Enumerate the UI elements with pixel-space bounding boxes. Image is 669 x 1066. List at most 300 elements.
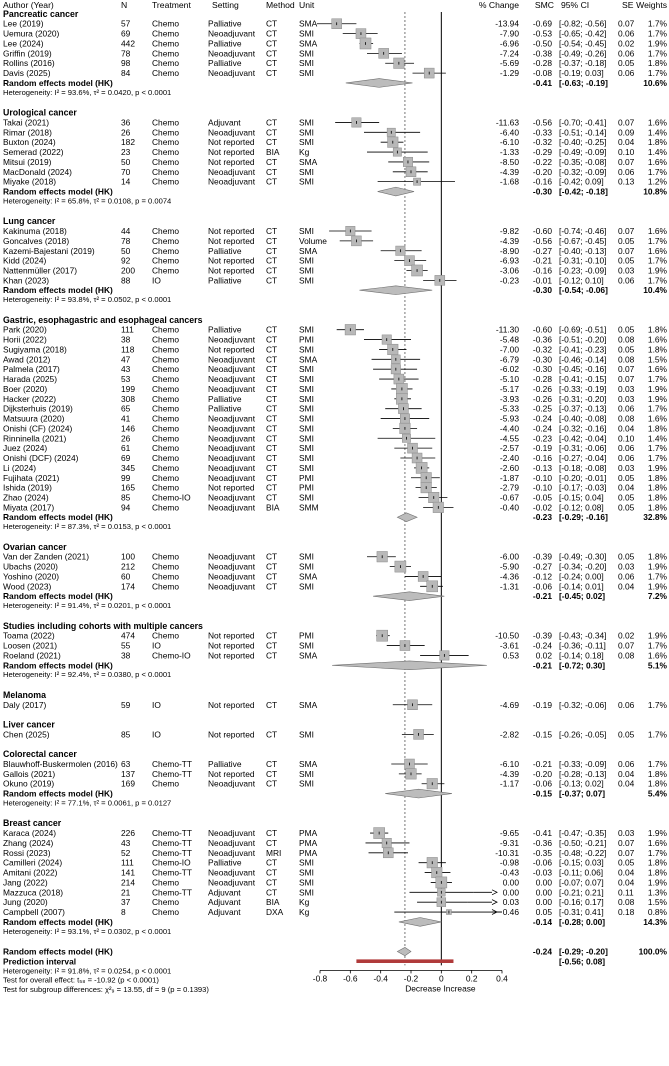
- study-ci: [-0.47; -0.35]: [559, 828, 607, 839]
- study-weight: 1.9%: [647, 828, 667, 839]
- study-name: Matsuura (2020): [3, 413, 65, 424]
- study-smc: -0.10: [532, 472, 552, 483]
- subgroup-summary-ci: [-0.72; 0.30]: [559, 660, 606, 671]
- study-row: [3, 769, 668, 780]
- study-n: 84: [121, 68, 131, 79]
- study-setting: Palliative: [208, 324, 242, 335]
- study-n: 37: [121, 897, 131, 908]
- study-method: CT: [266, 433, 278, 444]
- study-ci: [-0.12; 0.08]: [559, 502, 604, 513]
- header-weights: Weights: [636, 0, 667, 10]
- subgroup-summary: [3, 789, 668, 799]
- study-name: Buxton (2024): [3, 137, 56, 148]
- study-name: Campbell (2007): [3, 907, 65, 918]
- study-n: 308: [121, 393, 135, 404]
- prediction-interval-label: Prediction interval: [3, 956, 77, 967]
- study-unit: SMI: [299, 176, 314, 187]
- study-unit: Kg: [299, 897, 310, 908]
- study-setting: Palliative: [208, 18, 242, 29]
- study-ci: [-0.40; -0.13]: [559, 245, 607, 256]
- study-n: 226: [121, 828, 135, 839]
- study-se: 0.06: [618, 166, 635, 177]
- study-name: Kakinuma (2018): [3, 226, 67, 237]
- study-setting: Palliative: [208, 857, 242, 868]
- study-weight: 1.8%: [647, 472, 667, 483]
- study-se: 0.07: [618, 364, 635, 375]
- study-row: [3, 137, 668, 148]
- study-unit: PMI: [299, 630, 314, 641]
- study-n: 52: [121, 847, 131, 858]
- study-setting: Not reported: [208, 768, 255, 779]
- study-method: CT: [266, 156, 278, 167]
- study-weight: 1.5%: [647, 897, 667, 908]
- study-ci: [-0.23; -0.09]: [559, 265, 607, 276]
- study-treatment: Chemo: [152, 58, 179, 69]
- subgroup-summary-label: Random effects model (HK): [3, 788, 113, 799]
- study-percent-change: -11.63: [495, 117, 519, 128]
- study-row: [3, 857, 668, 868]
- study-row: [3, 838, 668, 848]
- study-row: [3, 157, 668, 167]
- study-smc: -0.69: [532, 18, 552, 29]
- study-row: [3, 324, 668, 335]
- study-ci: [-0.07; 0.07]: [559, 877, 604, 888]
- subgroup-summary-label: Random effects model (HK): [3, 77, 113, 88]
- study-se: 0.04: [618, 867, 635, 878]
- study-smc: -0.03: [532, 867, 552, 878]
- study-unit: PMA: [299, 828, 318, 839]
- study-percent-change: -3.06: [499, 265, 519, 276]
- study-name: Miyata (2017): [3, 502, 55, 513]
- study-se: 0.07: [618, 847, 635, 858]
- study-setting: Not reported: [208, 630, 255, 641]
- study-unit: SMI: [299, 561, 314, 572]
- study-name: Palmela (2017): [3, 364, 60, 375]
- study-row: [3, 443, 668, 453]
- study-name: Mazzuca (2018): [3, 887, 64, 898]
- study-weight: 1.6%: [647, 650, 667, 661]
- study-se: 0.05: [618, 235, 635, 246]
- study-weight: 1.6%: [647, 245, 667, 256]
- study-smc: -0.50: [532, 38, 552, 49]
- study-name: Gallois (2021): [3, 768, 56, 779]
- study-se: 0.07: [618, 117, 635, 128]
- subgroup-summary-weight: 32.8%: [643, 512, 667, 523]
- subgroup-summary-diamond: [373, 592, 444, 601]
- study-row: [3, 147, 668, 157]
- study-se: 0.08: [618, 354, 635, 365]
- study-n: 165: [121, 482, 135, 493]
- study-weight: 1.7%: [647, 847, 667, 858]
- study-percent-change: -8.50: [499, 156, 519, 167]
- study-unit: PMI: [299, 334, 314, 345]
- study-setting: Neoadjuvant: [208, 354, 256, 365]
- study-smc: -0.12: [532, 571, 552, 582]
- study-method: CT: [266, 245, 278, 256]
- study-se: 0.06: [618, 28, 635, 39]
- study-name: Fujihata (2021): [3, 472, 60, 483]
- study-smc: -0.39: [532, 630, 552, 641]
- study-name: Ubachs (2020): [3, 561, 58, 572]
- study-unit: SMI: [299, 275, 314, 286]
- study-method: CT: [266, 768, 278, 779]
- study-n: 44: [121, 226, 131, 237]
- study-ci: [-0.45; -0.16]: [559, 364, 607, 375]
- study-percent-change: -5.90: [499, 561, 519, 572]
- study-name: Khan (2023): [3, 275, 50, 286]
- study-treatment: Chemo-TT: [152, 768, 193, 779]
- x-axis-right-label: Increase: [443, 983, 476, 994]
- study-treatment: Chemo-IO: [152, 650, 191, 661]
- study-unit: SMI: [299, 166, 314, 177]
- study-method: CT: [266, 453, 278, 464]
- study-setting: Neoadjuvant: [208, 877, 256, 888]
- study-ci: [-0.35; -0.08]: [559, 156, 607, 167]
- study-unit: SMI: [299, 383, 314, 394]
- study-percent-change: -1.29: [499, 68, 519, 79]
- study-name: Yoshino (2020): [3, 571, 60, 582]
- study-treatment: Chemo: [152, 561, 179, 572]
- study-unit: SMI: [299, 453, 314, 464]
- study-weight: 1.7%: [647, 403, 667, 414]
- study-unit: PMA: [299, 837, 318, 848]
- study-n: 200: [121, 265, 135, 276]
- subgroup-summary-diamond: [385, 789, 452, 798]
- study-ci: [-0.31; -0.20]: [559, 393, 607, 404]
- study-smc: -0.06: [532, 778, 552, 789]
- study-unit: SMI: [299, 265, 314, 276]
- study-treatment: Chemo: [152, 226, 179, 237]
- study-smc: -0.21: [532, 758, 552, 769]
- study-ci: [-0.24; 0.00]: [559, 571, 604, 582]
- study-ci: [-0.17; -0.03]: [559, 482, 607, 493]
- study-percent-change: -0.23: [499, 275, 519, 286]
- study-se: 0.06: [618, 571, 635, 582]
- study-percent-change: -5.69: [499, 58, 519, 69]
- study-smc: 0.00: [535, 877, 552, 888]
- study-treatment: Chemo: [152, 117, 179, 128]
- overall-summary-diamond: [397, 947, 411, 955]
- study-row: [3, 226, 668, 236]
- group-title: Ovarian cancer: [3, 541, 67, 552]
- study-name: Zhao (2024): [3, 492, 49, 503]
- study-weight: 0.8%: [647, 907, 667, 918]
- study-row: [3, 907, 668, 917]
- study-setting: Neoadjuvant: [208, 828, 256, 839]
- study-ci: [-0.18; -0.08]: [559, 462, 607, 473]
- study-n: 69: [121, 28, 131, 39]
- group-title: Breast cancer: [3, 818, 62, 829]
- study-treatment: Chemo: [152, 68, 179, 79]
- study-ci: [-0.11; 0.06]: [559, 867, 604, 878]
- study-ci: [-0.15; 0.04]: [559, 492, 604, 503]
- study-setting: Neoadjuvant: [208, 443, 256, 454]
- study-name: Toama (2022): [3, 630, 55, 641]
- study-n: 14: [121, 176, 131, 187]
- study-weight: 1.6%: [647, 413, 667, 424]
- study-setting: Neoadjuvant: [208, 176, 256, 187]
- group-title: Lung cancer: [3, 216, 56, 227]
- study-method: CT: [266, 58, 278, 69]
- study-setting: Not reported: [208, 699, 255, 710]
- study-percent-change: 0.00: [502, 887, 519, 898]
- study-method: CT: [266, 650, 278, 661]
- study-weight: 1.7%: [647, 68, 667, 79]
- study-method: CT: [266, 383, 278, 394]
- study-percent-change: -5.93: [499, 413, 519, 424]
- study-se: 0.08: [618, 650, 635, 661]
- study-se: 0.05: [618, 551, 635, 562]
- study-smc: -0.27: [532, 245, 552, 256]
- study-se: 0.04: [618, 768, 635, 779]
- study-se: 0.08: [618, 413, 635, 424]
- study-treatment: Chemo: [152, 571, 179, 582]
- study-percent-change: -6.93: [499, 255, 519, 266]
- study-row: [3, 473, 668, 484]
- study-treatment: Chemo: [152, 324, 179, 335]
- study-unit: SMA: [299, 699, 318, 710]
- study-row: [3, 246, 668, 256]
- study-name: Dijksterhuis (2019): [3, 403, 73, 414]
- study-treatment: Chemo: [152, 453, 179, 464]
- study-se: 0.03: [618, 561, 635, 572]
- study-row: [3, 414, 668, 424]
- study-unit: SMI: [299, 413, 314, 424]
- study-ci: [-0.27; -0.04]: [559, 453, 607, 464]
- study-setting: Palliative: [208, 245, 242, 256]
- subgroup-summary-smc: -0.41: [532, 77, 552, 88]
- study-method: CT: [266, 226, 278, 237]
- study-ci-arrow: [492, 890, 497, 895]
- subgroup-summary: [3, 187, 668, 197]
- study-smc: -0.60: [532, 324, 552, 335]
- study-row: [3, 393, 668, 404]
- study-name: Wood (2023): [3, 581, 52, 592]
- study-row: [3, 778, 668, 789]
- footer-line-2: Test for overall effect: t₅₈ = -10.92 (p < 0.0001): [3, 975, 159, 985]
- study-name: Li (2024): [3, 462, 37, 473]
- study-setting: Palliative: [208, 758, 242, 769]
- study-ci: [-0.54; -0.45]: [559, 38, 607, 49]
- study-percent-change: -8.90: [499, 245, 519, 256]
- study-percent-change: -1.68: [499, 176, 519, 187]
- study-setting: Neoadjuvant: [208, 778, 256, 789]
- study-setting: Neoadjuvant: [208, 374, 256, 385]
- subgroup-summary-weight: 10.4%: [643, 285, 667, 296]
- study-treatment: Chemo: [152, 403, 179, 414]
- study-ci: [-0.42; 0.09]: [559, 176, 604, 187]
- study-n: 98: [121, 58, 131, 69]
- study-smc: -0.39: [532, 551, 552, 562]
- study-smc: -0.36: [532, 334, 552, 345]
- study-smc: 0.02: [535, 650, 552, 661]
- study-unit: Kg: [299, 147, 310, 158]
- subgroup-heterogeneity: Heterogeneity: I² = 93.6%, τ² = 0.0420, p < 0.0001: [3, 87, 172, 97]
- study-unit: SMI: [299, 255, 314, 266]
- study-ci: [-0.26; -0.05]: [559, 729, 607, 740]
- study-treatment: Chemo-IO: [152, 857, 191, 868]
- study-se: 0.04: [618, 482, 635, 493]
- study-percent-change: -5.10: [499, 374, 519, 385]
- study-smc: -0.22: [532, 156, 552, 167]
- study-ci: [-0.49; -0.30]: [559, 551, 607, 562]
- study-treatment: Chemo: [152, 462, 179, 473]
- study-weight: 1.7%: [647, 235, 667, 246]
- study-row: [3, 877, 668, 888]
- study-method: CT: [266, 38, 278, 49]
- study-treatment: Chemo: [152, 630, 179, 641]
- study-weight: 1.4%: [647, 147, 667, 158]
- study-ci: [-0.31; -0.10]: [559, 255, 607, 266]
- study-smc: -0.20: [532, 768, 552, 779]
- prediction-interval: [3, 956, 605, 966]
- study-name: MacDonald (2024): [3, 166, 72, 177]
- study-weight: 1.7%: [647, 453, 667, 464]
- study-method: CT: [266, 255, 278, 266]
- subgroup-summary-ci: [-0.42; -0.18]: [559, 186, 608, 197]
- study-percent-change: -4.69: [499, 699, 519, 710]
- study-percent-change: -0.43: [499, 867, 519, 878]
- header-author-year: Author (Year): [3, 0, 54, 10]
- study-weight: 1.8%: [647, 778, 667, 789]
- study-se: 0.04: [618, 778, 635, 789]
- study-row: [3, 265, 668, 276]
- study-weight: 1.8%: [647, 492, 667, 503]
- column-headers: [3, 0, 667, 10]
- study-setting: Neoadjuvant: [208, 867, 256, 878]
- study-treatment: Chemo: [152, 551, 179, 562]
- study-n: 92: [121, 255, 131, 266]
- study-smc: -0.28: [532, 58, 552, 69]
- study-n: 212: [121, 561, 135, 572]
- x-axis: [313, 970, 508, 993]
- study-treatment: Chemo: [152, 413, 179, 424]
- study-treatment: Chemo: [152, 383, 179, 394]
- study-row: [3, 177, 668, 187]
- study-row: [3, 423, 668, 434]
- study-setting: Not reported: [208, 482, 255, 493]
- study-setting: Neoadjuvant: [208, 561, 256, 572]
- study-weight: 1.2%: [647, 176, 667, 187]
- study-treatment: Chemo: [152, 48, 179, 59]
- study-percent-change: 0.00: [502, 877, 519, 888]
- study-treatment: Chemo: [152, 897, 179, 908]
- study-setting: Palliative: [208, 403, 242, 414]
- study-name: Harada (2025): [3, 374, 58, 385]
- study-row: [3, 887, 668, 897]
- study-ci: [-0.36; -0.11]: [559, 640, 606, 651]
- study-setting: Neoadjuvant: [208, 383, 256, 394]
- study-smc: -0.30: [532, 354, 552, 365]
- study-weight: 1.6%: [647, 364, 667, 375]
- study-method: CT: [266, 837, 278, 848]
- study-unit: SMI: [299, 364, 314, 375]
- study-percent-change: -2.60: [499, 462, 519, 473]
- study-row: [3, 700, 668, 710]
- study-ci: [-0.32; -0.06]: [559, 699, 607, 710]
- study-unit: SMI: [299, 68, 314, 79]
- study-name: Horii (2022): [3, 334, 47, 345]
- study-row: [3, 571, 668, 581]
- study-treatment: Chemo: [152, 38, 179, 49]
- study-n: 43: [121, 837, 131, 848]
- study-weight: 1.9%: [647, 561, 667, 572]
- study-name: Griffin (2019): [3, 48, 52, 59]
- study-n: 118: [121, 344, 135, 355]
- study-setting: Adjuvant: [208, 907, 241, 918]
- subgroup-summary-weight: 7.2%: [647, 591, 667, 602]
- subgroup-heterogeneity: Heterogeneity: I² = 92.4%, τ² = 0.0380, p < 0.0001: [3, 670, 172, 680]
- study-n: 26: [121, 127, 131, 138]
- study-weight: 1.9%: [647, 462, 667, 473]
- study-percent-change: -10.31: [495, 847, 519, 858]
- x-axis-tick-label: 0: [438, 973, 444, 984]
- study-setting: Not reported: [208, 156, 255, 167]
- study-setting: Not reported: [208, 640, 255, 651]
- study-weight: 1.7%: [647, 48, 667, 59]
- study-method: CT: [266, 630, 278, 641]
- study-ci: [-0.69; -0.51]: [559, 324, 607, 335]
- study-se: 0.05: [618, 492, 635, 503]
- study-method: CT: [266, 778, 278, 789]
- study-name: Daly (2017): [3, 699, 47, 710]
- study-smc: -0.16: [532, 265, 552, 276]
- study-se: 0.10: [618, 433, 635, 444]
- subgroup-summary-ci: [-0.63; -0.19]: [559, 77, 608, 88]
- study-name: Goncalves (2018): [3, 235, 70, 246]
- study-ci: [-0.41; -0.15]: [559, 374, 607, 385]
- study-n: 442: [121, 38, 135, 49]
- study-name: Onishi (DCF) (2024): [3, 453, 79, 464]
- subgroup-summary-ci: [-0.45; 0.02]: [559, 591, 606, 602]
- study-setting: Neoadjuvant: [208, 413, 256, 424]
- study-percent-change: -4.39: [499, 768, 519, 779]
- study-percent-change: 0.03: [502, 897, 519, 908]
- study-percent-change: -4.40: [499, 423, 519, 434]
- study-treatment: Chemo: [152, 423, 179, 434]
- subgroup-summary: [3, 917, 668, 927]
- study-name: Kazemi-Bajestani (2019): [3, 245, 95, 256]
- study-percent-change: -2.40: [499, 453, 519, 464]
- study-treatment: Chemo: [152, 374, 179, 385]
- x-axis-tick-label: -0.2: [403, 973, 419, 984]
- study-smc: -0.35: [532, 847, 552, 858]
- study-ci: [-0.51; -0.20]: [559, 334, 607, 345]
- study-percent-change: -7.90: [499, 28, 519, 39]
- study-n: 61: [121, 443, 131, 454]
- study-weight: 1.8%: [647, 324, 667, 335]
- study-n: 111: [121, 857, 134, 868]
- study-method: CT: [266, 561, 278, 572]
- study-smc: 0.00: [535, 887, 552, 898]
- study-row: [3, 502, 668, 513]
- study-method: CT: [266, 48, 278, 59]
- study-method: CT: [266, 166, 278, 177]
- subgroup-summary-weight: 5.4%: [647, 788, 667, 799]
- study-smc: -0.32: [532, 344, 552, 355]
- study-weight: 1.7%: [647, 374, 667, 385]
- subgroup-summary-smc: -0.15: [532, 788, 552, 799]
- subgroup-summary-weight: 14.3%: [643, 916, 667, 927]
- study-ci: [-0.74; -0.46]: [559, 226, 607, 237]
- study-n: 169: [121, 778, 135, 789]
- study-unit: SMA: [299, 650, 318, 661]
- study-smc: -0.60: [532, 226, 552, 237]
- study-name: Jang (2022): [3, 877, 48, 888]
- study-method: CT: [266, 551, 278, 562]
- study-name: Loosen (2021): [3, 640, 58, 651]
- study-treatment: Chemo: [152, 166, 179, 177]
